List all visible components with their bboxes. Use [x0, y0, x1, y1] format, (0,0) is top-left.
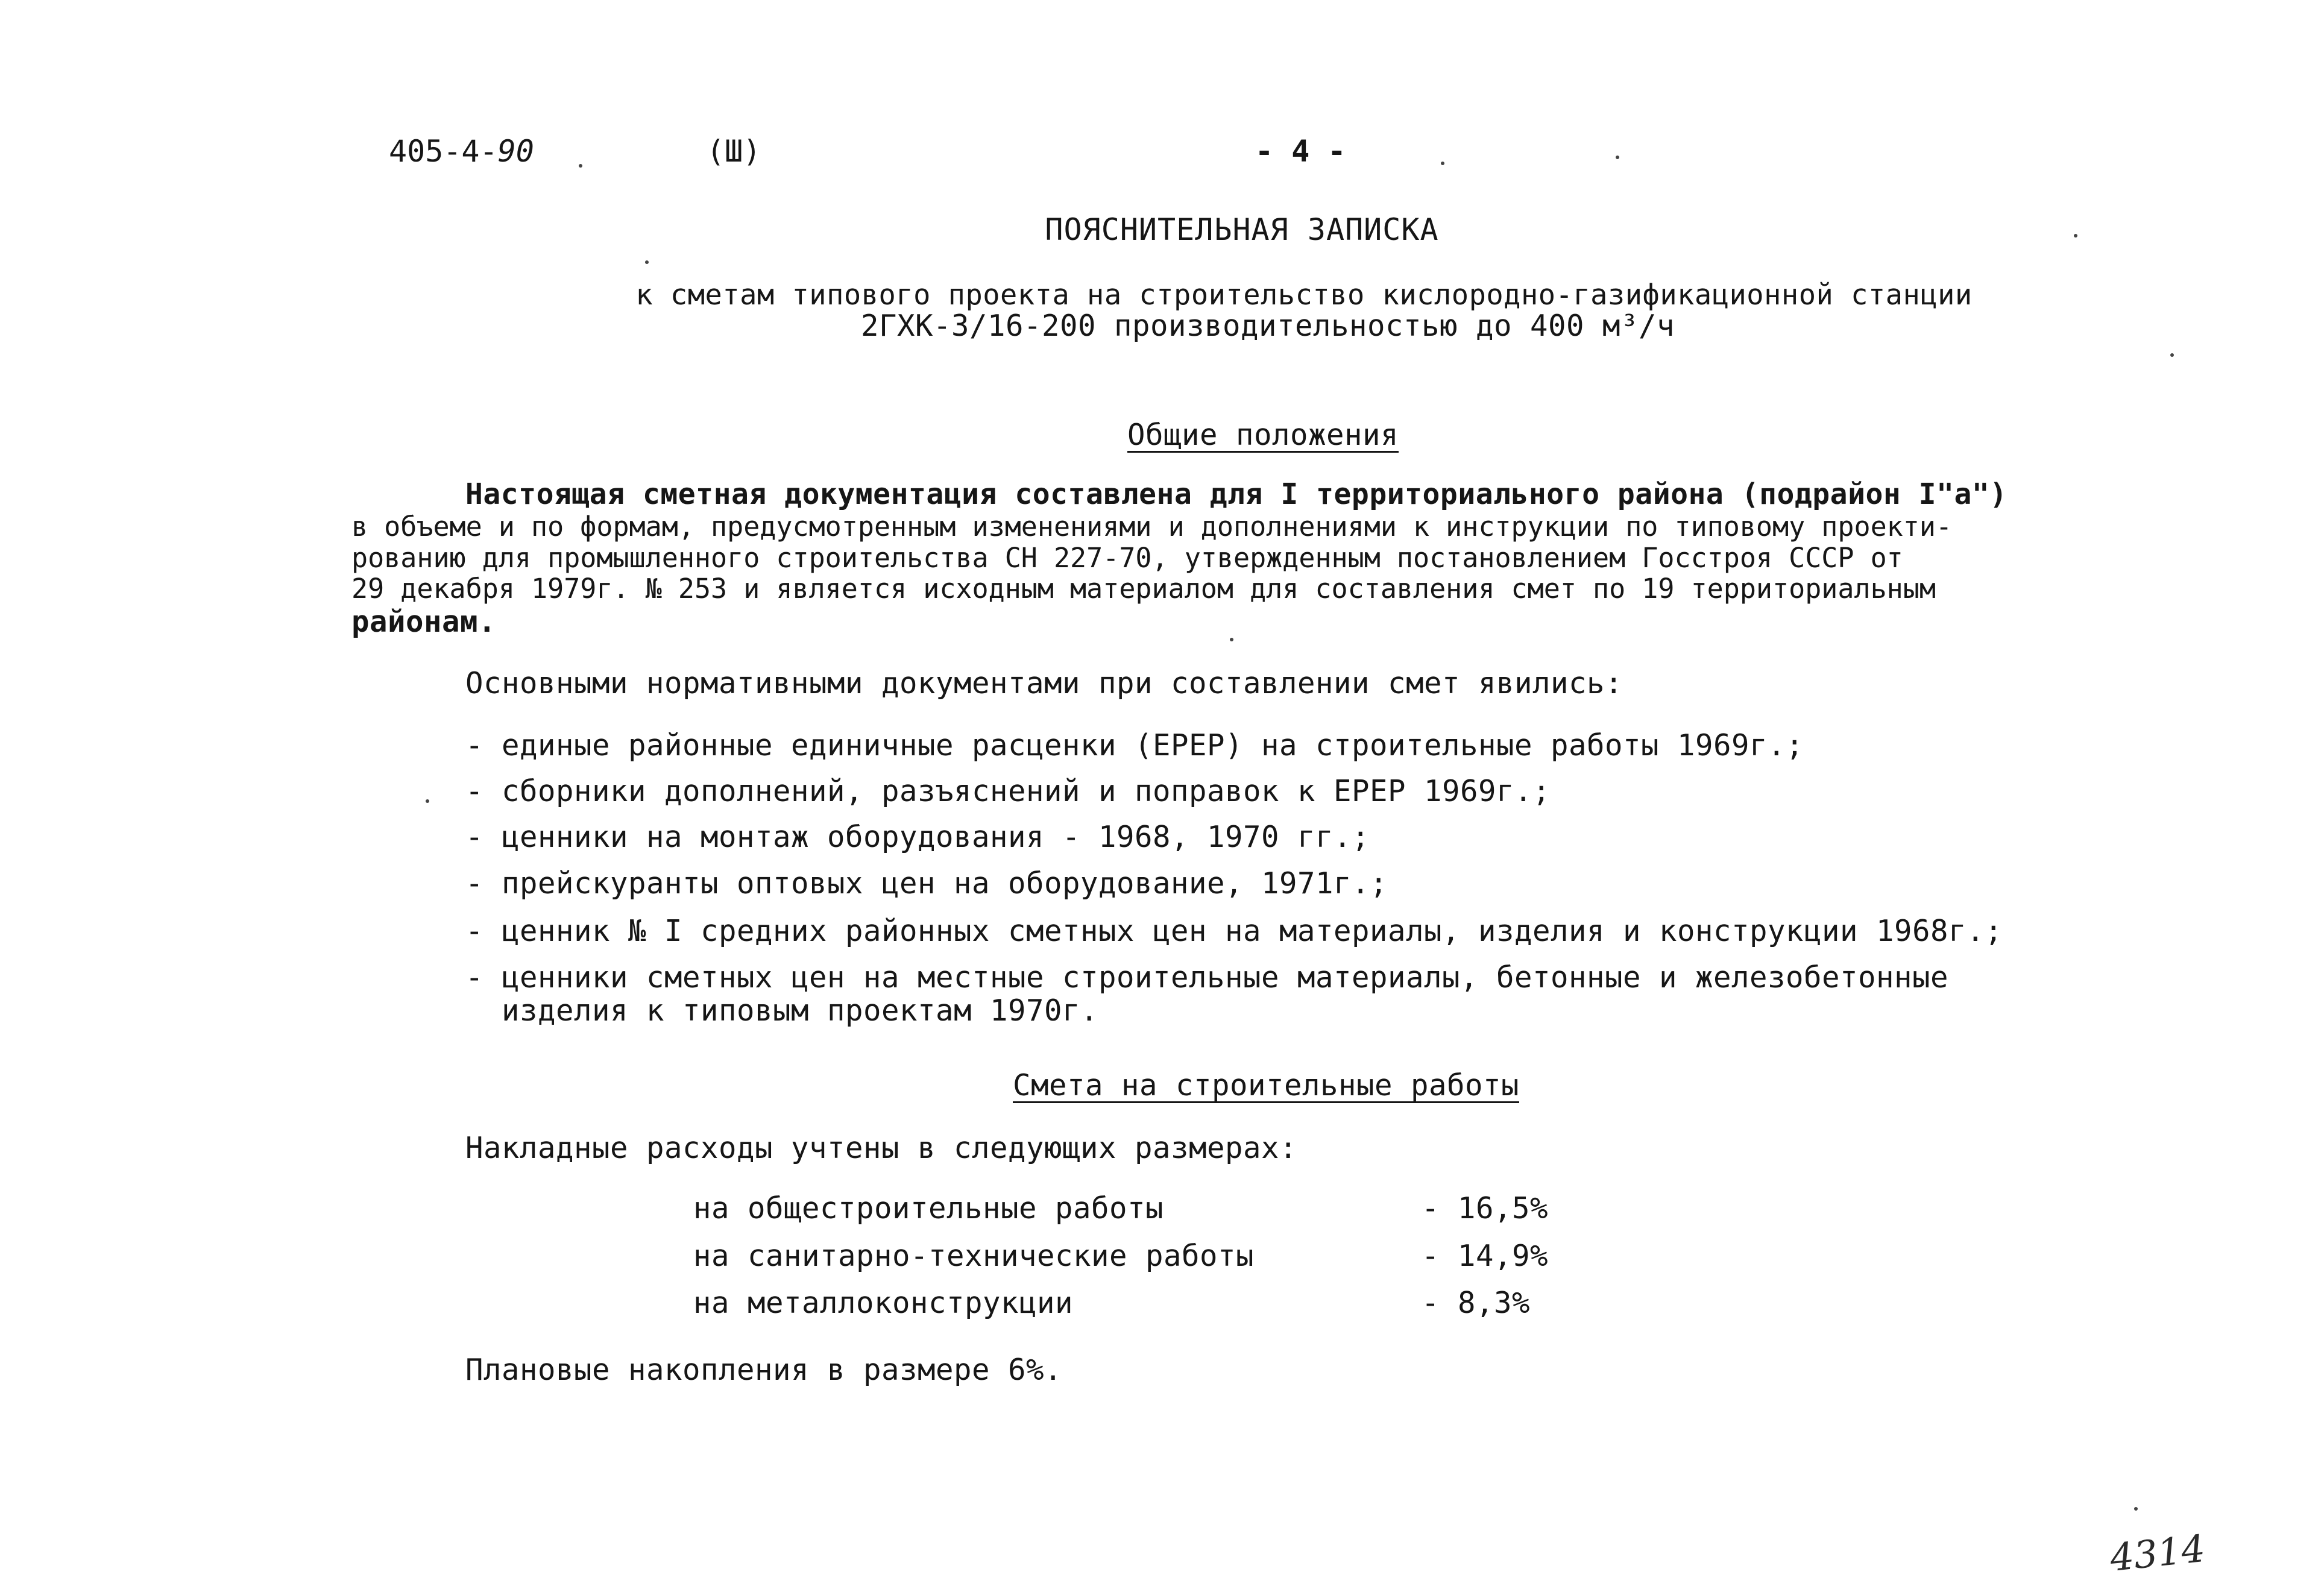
scan-speck: [645, 260, 649, 264]
handwritten-archive-number: 4314: [2108, 1526, 2208, 1581]
list-item: - ценник № I средних районных сметных цен на материалы, изделия и конструкции 1968г.;: [465, 914, 2003, 948]
page-number: - 4 -: [1255, 134, 1346, 169]
list-item: - единые районные единичные расценки (ЕРЕР) на строительные работы 1969г.;: [465, 728, 1804, 763]
paragraph-line-1: Настоящая сметная документация составлена для I территориального района (подрайон I"а"): [465, 477, 2008, 511]
overhead-row-value: - 14,9%: [1422, 1239, 1549, 1273]
album-number: (Ш): [707, 134, 761, 169]
documents-intro: Основными нормативными документами при составлении смет явились:: [465, 666, 1623, 700]
document-subtitle-line-2: 2ГХК-3/16-200 производительностью до 400 м³/ч: [860, 309, 1675, 343]
list-item: - ценники сметных цен на местные строительные материалы, бетонные и железобетонные: [465, 960, 1949, 995]
overhead-intro: Накладные расходы учтены в следующих размерах:: [465, 1131, 1298, 1165]
paragraph-line-4: 29 декабря 1979г. № 253 и является исходным материалом для составления смет по 19 территориальным: [351, 573, 1936, 605]
overhead-row-label: на металлоконструкции: [693, 1286, 1074, 1320]
scan-speck: [1616, 156, 1619, 159]
scan-speck: [426, 799, 429, 803]
paragraph-line-5: районам.: [351, 605, 497, 639]
overhead-row-label: на санитарно-технические работы: [693, 1239, 1255, 1273]
overhead-row-label: на общестроительные работы: [693, 1191, 1164, 1225]
section-heading-general: Общие положения: [1127, 418, 1399, 452]
overhead-row-value: - 16,5%: [1422, 1191, 1549, 1225]
planned-savings: Плановые накопления в размере 6%.: [465, 1353, 1063, 1387]
scan-speck: [579, 164, 582, 168]
section-heading-estimate: Смета на строительные работы: [1012, 1068, 1520, 1103]
list-item-continuation: изделия к типовым проектам 1970г.: [502, 993, 1099, 1028]
paragraph-line-2: в объеме и по формам, предусмотренным изменениями и дополнениями к инструкции по типовому проекти-: [351, 511, 1953, 543]
list-item: - ценники на монтаж оборудования - 1968, 1970 гг.;: [465, 820, 1370, 854]
paragraph-line-3: рованию для промышленного строительства СН 227-70, утвержденным постановлением Госстроя СССР от: [351, 542, 1903, 574]
overhead-row-value: - 8,3%: [1422, 1286, 1531, 1320]
document-code-suffix: 90: [497, 134, 534, 169]
scan-speck: [2074, 234, 2077, 238]
list-item: - сборники дополнений, разъяснений и поправок к ЕРЕР 1969г.;: [465, 774, 1551, 808]
scan-speck: [2134, 1507, 2138, 1511]
scan-speck: [1230, 638, 1233, 641]
document-code: 405-4-90: [389, 134, 534, 169]
document-title: ПОЯСНИТЕЛЬНАЯ ЗАПИСКА: [1045, 212, 1439, 247]
list-item: - прейскуранты оптовых цен на оборудование, 1971г.;: [465, 866, 1388, 901]
document-subtitle-line-1: к сметам типового проекта на строительство кислородно-газификационной станции: [635, 278, 1973, 312]
scan-speck: [2170, 353, 2174, 357]
scan-speck: [1441, 162, 1444, 165]
